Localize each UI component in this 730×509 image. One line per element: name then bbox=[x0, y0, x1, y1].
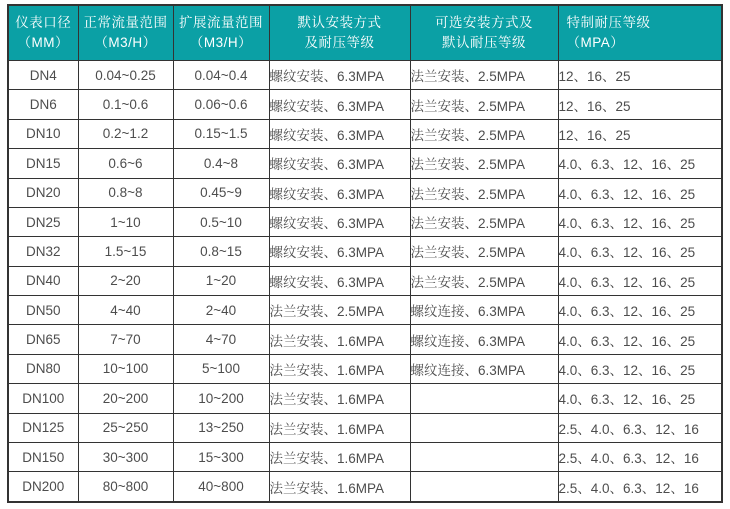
cell-optional-install: 法兰安装、2.5MPA bbox=[410, 178, 558, 207]
table-row bbox=[8, 472, 722, 502]
cell-extended-range: 0.5~10 bbox=[173, 207, 269, 236]
cell-optional-install: 法兰安装、2.5MPA bbox=[410, 266, 558, 295]
cell-optional-install: 法兰安装、2.5MPA bbox=[410, 207, 558, 236]
cell-special-pressure: 2.5、4.0、6.3、12、16 bbox=[558, 472, 722, 502]
cell-special-pressure: 4.0、6.3、12、16、25 bbox=[558, 178, 722, 207]
header-line: （M3/H） bbox=[94, 35, 157, 50]
cell-extended-range: 40~800 bbox=[173, 472, 269, 502]
header-line: （MPA） bbox=[566, 35, 625, 50]
cell-special-pressure: 4.0、6.3、12、16、25 bbox=[558, 207, 722, 236]
cell-special-pressure: 12、16、25 bbox=[558, 61, 722, 90]
cell-extended-range: 0.04~0.4 bbox=[173, 61, 269, 90]
column-header-optional-install bbox=[410, 5, 558, 61]
cell-extended-range: 5~100 bbox=[173, 354, 269, 383]
cell-diameter: DN10 bbox=[8, 119, 78, 148]
cell-default-install: 法兰安装、1.6MPA bbox=[269, 442, 410, 471]
cell-special-pressure: 4.0、6.3、12、16、25 bbox=[558, 296, 722, 325]
header-row bbox=[8, 5, 722, 61]
table-row bbox=[8, 90, 722, 119]
cell-extended-range: 15~300 bbox=[173, 442, 269, 471]
cell-normal-range: 30~300 bbox=[78, 442, 173, 471]
cell-extended-range: 0.06~0.6 bbox=[173, 90, 269, 119]
table-row bbox=[8, 149, 722, 178]
table-header bbox=[8, 5, 722, 61]
cell-optional-install: 法兰安装、2.5MPA bbox=[410, 61, 558, 90]
cell-special-pressure: 4.0、6.3、12、16、25 bbox=[558, 237, 722, 266]
cell-normal-range: 2~20 bbox=[78, 266, 173, 295]
cell-diameter: DN15 bbox=[8, 149, 78, 178]
table-row bbox=[8, 296, 722, 325]
cell-normal-range: 25~250 bbox=[78, 413, 173, 442]
cell-optional-install bbox=[410, 442, 558, 471]
cell-extended-range: 0.15~1.5 bbox=[173, 119, 269, 148]
cell-diameter: DN125 bbox=[8, 413, 78, 442]
cell-diameter: DN32 bbox=[8, 237, 78, 266]
cell-default-install: 法兰安装、1.6MPA bbox=[269, 413, 410, 442]
cell-default-install: 螺纹安装、6.3MPA bbox=[269, 90, 410, 119]
cell-diameter: DN40 bbox=[8, 266, 78, 295]
cell-default-install: 法兰安装、1.6MPA bbox=[269, 384, 410, 413]
table-row bbox=[8, 178, 722, 207]
cell-extended-range: 0.4~8 bbox=[173, 149, 269, 178]
spec-table-container bbox=[7, 4, 723, 503]
cell-normal-range: 0.1~0.6 bbox=[78, 90, 173, 119]
cell-default-install: 螺纹安装、6.3MPA bbox=[269, 149, 410, 178]
table-row bbox=[8, 237, 722, 266]
cell-normal-range: 0.8~8 bbox=[78, 178, 173, 207]
cell-diameter: DN50 bbox=[8, 296, 78, 325]
cell-default-install: 螺纹安装、6.3MPA bbox=[269, 266, 410, 295]
table-row bbox=[8, 119, 722, 148]
table-row bbox=[8, 442, 722, 471]
cell-default-install: 螺纹安装、6.3MPA bbox=[269, 207, 410, 236]
header-line: 仪表口径 bbox=[15, 15, 72, 30]
header-line: 及耐压等级 bbox=[304, 35, 375, 50]
cell-optional-install: 法兰安装、2.5MPA bbox=[410, 237, 558, 266]
column-header-default-install bbox=[269, 5, 410, 61]
cell-diameter: DN65 bbox=[8, 325, 78, 354]
cell-optional-install bbox=[410, 413, 558, 442]
column-header-special-pressure bbox=[558, 5, 722, 61]
cell-special-pressure: 2.5、4.0、6.3、12、16 bbox=[558, 413, 722, 442]
header-line: 特制耐压等级 bbox=[566, 15, 651, 30]
cell-special-pressure: 4.0、6.3、12、16、25 bbox=[558, 354, 722, 383]
cell-diameter: DN150 bbox=[8, 442, 78, 471]
cell-normal-range: 0.2~1.2 bbox=[78, 119, 173, 148]
cell-normal-range: 0.6~6 bbox=[78, 149, 173, 178]
table-row bbox=[8, 61, 722, 90]
cell-optional-install: 螺纹连接、6.3MPA bbox=[410, 354, 558, 383]
cell-special-pressure: 4.0、6.3、12、16、25 bbox=[558, 384, 722, 413]
column-header-diameter bbox=[8, 5, 78, 61]
cell-extended-range: 1~20 bbox=[173, 266, 269, 295]
cell-extended-range: 0.8~15 bbox=[173, 237, 269, 266]
cell-default-install: 法兰安装、1.6MPA bbox=[269, 325, 410, 354]
cell-optional-install bbox=[410, 384, 558, 413]
cell-default-install: 螺纹安装、6.3MPA bbox=[269, 237, 410, 266]
header-line: 可选安装方式及 bbox=[435, 15, 533, 30]
column-header-extended-range bbox=[173, 5, 269, 61]
cell-diameter: DN80 bbox=[8, 354, 78, 383]
cell-special-pressure: 12、16、25 bbox=[558, 119, 722, 148]
cell-default-install: 法兰安装、1.6MPA bbox=[269, 472, 410, 502]
cell-diameter: DN25 bbox=[8, 207, 78, 236]
cell-diameter: DN200 bbox=[8, 472, 78, 502]
cell-optional-install: 法兰安装、2.5MPA bbox=[410, 90, 558, 119]
flow-meter-spec-table bbox=[7, 4, 723, 503]
table-body bbox=[8, 61, 722, 503]
cell-optional-install: 螺纹连接、6.3MPA bbox=[410, 325, 558, 354]
header-line: 扩展流量范围 bbox=[179, 15, 263, 30]
cell-default-install: 法兰安装、1.6MPA bbox=[269, 354, 410, 383]
table-row bbox=[8, 325, 722, 354]
cell-diameter: DN4 bbox=[8, 61, 78, 90]
cell-extended-range: 10~200 bbox=[173, 384, 269, 413]
cell-default-install: 螺纹安装、6.3MPA bbox=[269, 119, 410, 148]
cell-default-install: 螺纹安装、6.3MPA bbox=[269, 178, 410, 207]
table-row bbox=[8, 266, 722, 295]
cell-optional-install bbox=[410, 472, 558, 502]
cell-normal-range: 10~100 bbox=[78, 354, 173, 383]
table-row bbox=[8, 384, 722, 413]
cell-special-pressure: 12、16、25 bbox=[558, 90, 722, 119]
column-header-normal-range bbox=[78, 5, 173, 61]
cell-normal-range: 0.04~0.25 bbox=[78, 61, 173, 90]
header-line: （MM） bbox=[17, 35, 69, 50]
cell-default-install: 螺纹安装、6.3MPA bbox=[269, 61, 410, 90]
cell-extended-range: 2~40 bbox=[173, 296, 269, 325]
cell-special-pressure: 4.0、6.3、12、16、25 bbox=[558, 325, 722, 354]
header-line: 默认耐压等级 bbox=[442, 35, 526, 50]
cell-normal-range: 4~40 bbox=[78, 296, 173, 325]
table-row bbox=[8, 354, 722, 383]
cell-normal-range: 7~70 bbox=[78, 325, 173, 354]
header-line: （M3/H） bbox=[189, 35, 253, 50]
table-row bbox=[8, 413, 722, 442]
cell-extended-range: 4~70 bbox=[173, 325, 269, 354]
cell-default-install: 法兰安装、2.5MPA bbox=[269, 296, 410, 325]
cell-extended-range: 13~250 bbox=[173, 413, 269, 442]
cell-normal-range: 80~800 bbox=[78, 472, 173, 502]
cell-normal-range: 1~10 bbox=[78, 207, 173, 236]
table-row bbox=[8, 207, 722, 236]
cell-diameter: DN6 bbox=[8, 90, 78, 119]
cell-diameter: DN100 bbox=[8, 384, 78, 413]
cell-optional-install: 法兰安装、2.5MPA bbox=[410, 119, 558, 148]
cell-extended-range: 0.45~9 bbox=[173, 178, 269, 207]
cell-normal-range: 1.5~15 bbox=[78, 237, 173, 266]
cell-optional-install: 法兰安装、2.5MPA bbox=[410, 149, 558, 178]
cell-special-pressure: 4.0、6.3、12、16、25 bbox=[558, 266, 722, 295]
cell-diameter: DN20 bbox=[8, 178, 78, 207]
cell-special-pressure: 4.0、6.3、12、16、25 bbox=[558, 149, 722, 178]
cell-special-pressure: 2.5、4.0、6.3、12、16 bbox=[558, 442, 722, 471]
header-line: 正常流量范围 bbox=[83, 15, 168, 30]
cell-normal-range: 20~200 bbox=[78, 384, 173, 413]
cell-optional-install: 螺纹连接、6.3MPA bbox=[410, 296, 558, 325]
header-line: 默认安装方式 bbox=[297, 15, 382, 30]
